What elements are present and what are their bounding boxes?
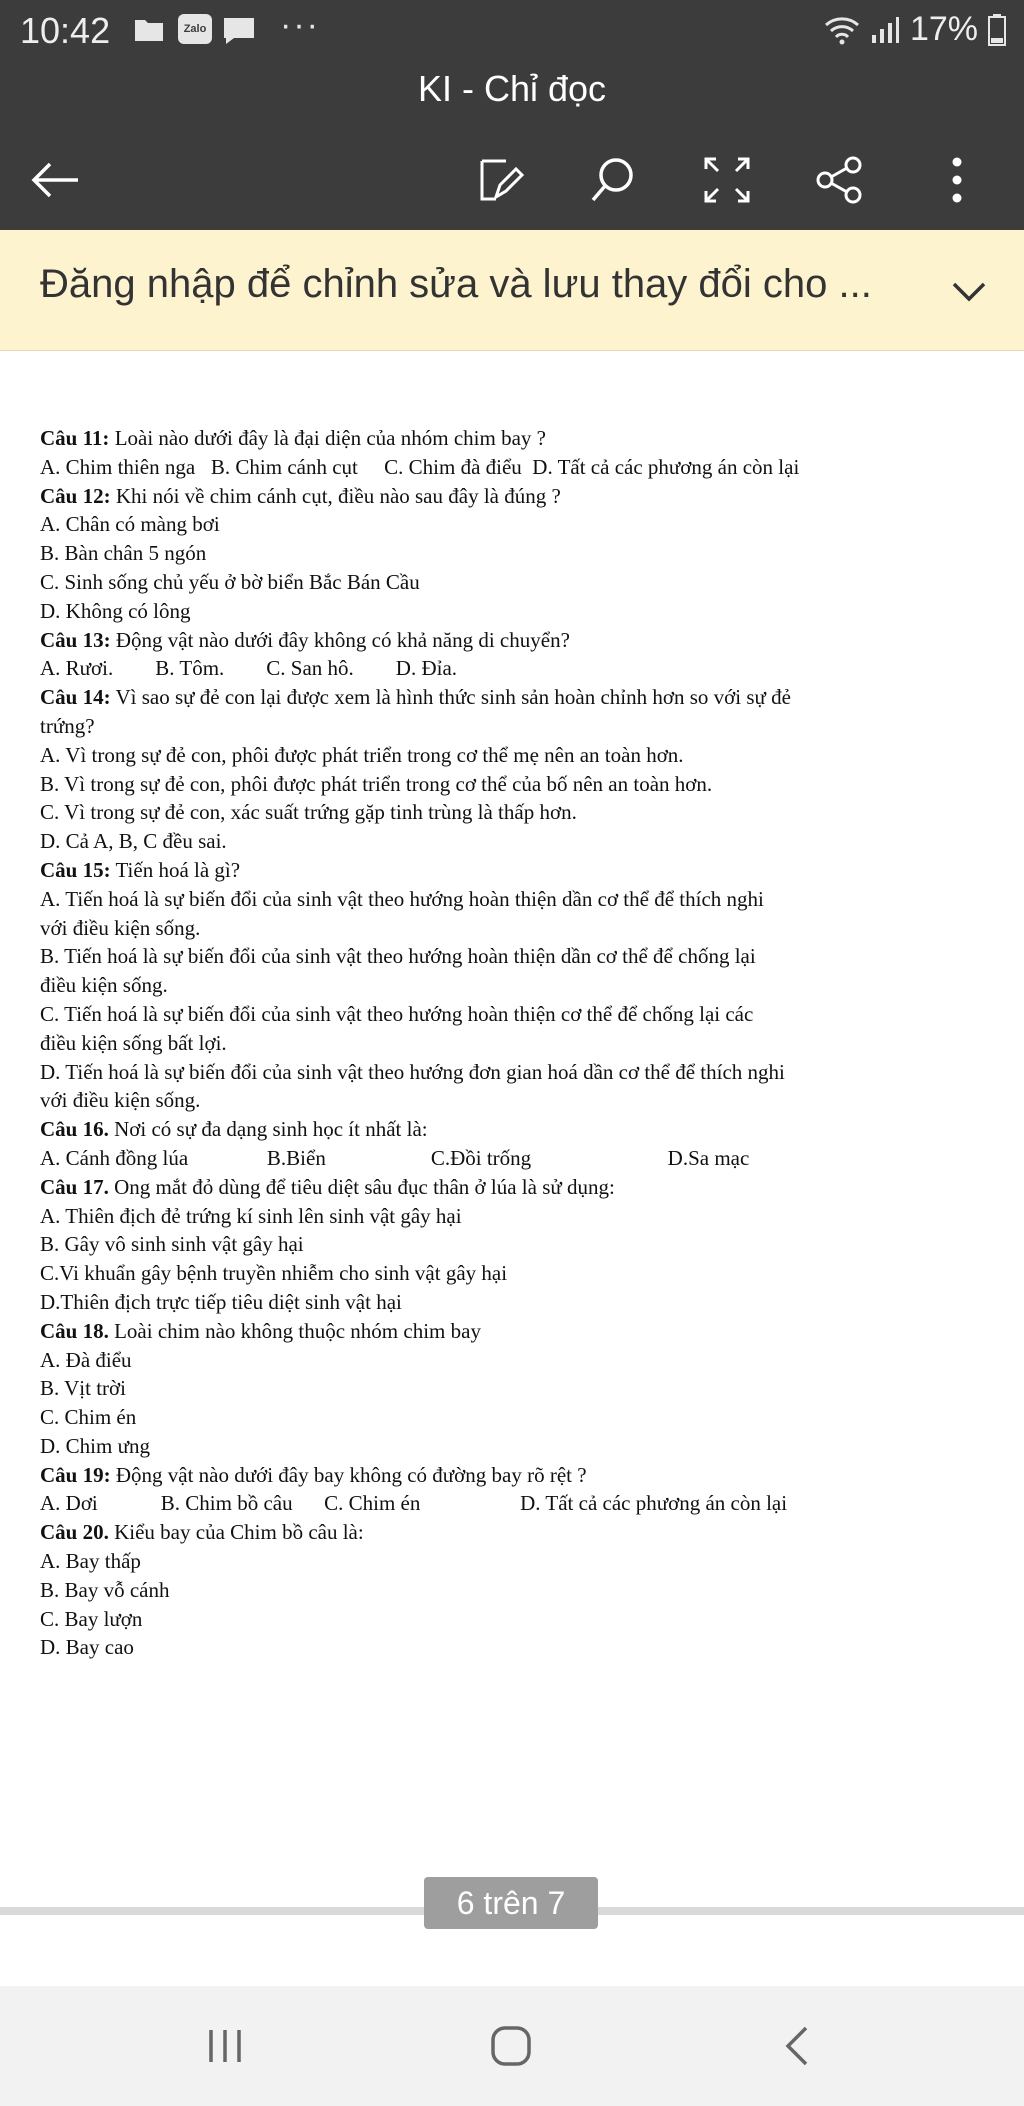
- line-text: B. Tiến hoá là sự biến đổi của sinh vật theo hướng hoàn thiện dần cơ thể để chống lại: [40, 944, 756, 969]
- document-line: [40, 1518, 1000, 1547]
- document-line: [40, 654, 1000, 683]
- back-nav-button[interactable]: [752, 2016, 842, 2076]
- document-line: [40, 1086, 1000, 1115]
- document-line: [40, 1058, 1000, 1087]
- document-line: [40, 1230, 1000, 1259]
- question-number: Câu 11:: [40, 426, 110, 450]
- document-line: [40, 568, 1000, 597]
- line-text: Nơi có sự đa dạng sinh học ít nhất là:: [108, 1117, 428, 1142]
- document-line: [40, 424, 1000, 453]
- fullscreen-icon: [702, 155, 752, 205]
- document-line: [40, 453, 1000, 482]
- question-number: Câu 14:: [40, 685, 111, 710]
- line-text: A. Cánh đồng lúa B.Biển C.Đồi trống D.Sa mạc: [40, 1145, 750, 1170]
- line-text: B. Bàn chân 5 ngón: [40, 541, 207, 566]
- document-line: [40, 1144, 1000, 1173]
- document-line: [40, 1461, 1000, 1490]
- document-line: [40, 914, 1000, 943]
- more-icon: ···: [280, 6, 320, 44]
- line-text: B. Bay vỗ cánh: [40, 1577, 170, 1602]
- line-text: A. Chim thiên nga B. Chim cánh cụt C. Chim đà điểu D. Tất cả các phương án còn lại: [40, 454, 800, 479]
- fullscreen-button[interactable]: [692, 145, 762, 215]
- question-number: Câu 12:: [40, 483, 111, 508]
- back-nav-icon: [782, 2024, 812, 2068]
- line-text: D. Bay cao: [40, 1635, 134, 1660]
- more-options-button[interactable]: [922, 145, 992, 215]
- share-icon: [815, 155, 865, 205]
- question-number: Câu 13:: [40, 627, 111, 652]
- question-number: Câu 15:: [40, 857, 111, 882]
- document-line: [40, 597, 1000, 626]
- wifi-icon: [824, 15, 860, 45]
- document-line: [40, 1346, 1000, 1375]
- line-text: điều kiện sống bất lợi.: [40, 1030, 227, 1055]
- recents-button[interactable]: [180, 2016, 270, 2076]
- document-line: [40, 770, 1000, 799]
- line-text: Loài nào dưới đây là đại diện của nhóm chim bay ?: [109, 426, 546, 450]
- question-number: Câu 16.: [40, 1117, 109, 1142]
- banner-text: Đăng nhập để chỉnh sửa và lưu thay đổi cho ...: [40, 262, 872, 306]
- document-line: [40, 1317, 1000, 1346]
- document-line: [40, 1288, 1000, 1317]
- document-line: [40, 1259, 1000, 1288]
- search-button[interactable]: [578, 145, 648, 215]
- home-icon: [489, 2024, 533, 2068]
- line-text: Vì sao sự đẻ con lại được xem là hình thức sinh sản hoàn chỉnh hơn so với sự đẻ: [110, 685, 791, 710]
- line-text: A. Thiên địch đẻ trứng kí sinh lên sinh vật gây hại: [40, 1203, 462, 1228]
- document-line: [40, 1000, 1000, 1029]
- more-vert-icon: [947, 155, 967, 205]
- signal-icon: [870, 15, 900, 45]
- document-line: [40, 885, 1000, 914]
- line-text: A. Tiến hoá là sự biến đổi của sinh vật theo hướng hoàn thiện dần cơ thể để thích nghi: [40, 886, 764, 911]
- document-line: [40, 1576, 1000, 1605]
- document-line: [40, 741, 1000, 770]
- document-line: [40, 1374, 1000, 1403]
- line-text: A. Chân có màng bơi: [40, 512, 220, 537]
- line-text: C. Sinh sống chủ yếu ở bờ biển Bắc Bán Cầu: [40, 569, 420, 594]
- document-line: [40, 1633, 1000, 1662]
- document-line: [40, 1202, 1000, 1231]
- document-line: [40, 482, 1000, 511]
- line-text: D. Tiến hoá là sự biến đổi của sinh vật theo hướng đơn gian hoá dần cơ thể để thích nghi: [40, 1059, 785, 1084]
- line-text: C. Bay lượn: [40, 1606, 143, 1631]
- document-line: [40, 626, 1000, 655]
- line-text: B. Vì trong sự đẻ con, phôi được phát triển trong cơ thể của bố nên an toàn hơn.: [40, 771, 713, 796]
- question-number: Câu 19:: [40, 1462, 111, 1487]
- line-text: B. Gây vô sinh sinh vật gây hại: [40, 1232, 304, 1257]
- document-line: [40, 1547, 1000, 1576]
- document-line: [40, 1115, 1000, 1144]
- line-text: Ong mắt đỏ dùng để tiêu diệt sâu đục thân ở lúa là sử dụng:: [108, 1174, 615, 1199]
- home-button[interactable]: [466, 2016, 556, 2076]
- recents-icon: [205, 2028, 245, 2064]
- document-page: [40, 424, 1000, 1662]
- chat-icon: [222, 16, 256, 46]
- status-right: [824, 10, 1006, 49]
- line-text: A. Rươi. B. Tôm. C. San hô. D. Đỉa.: [40, 656, 458, 681]
- line-text: C. Chim én: [40, 1405, 137, 1430]
- line-text: Kiểu bay của Chim bồ câu là:: [108, 1520, 364, 1545]
- line-text: D.Thiên địch trực tiếp tiêu diệt sinh vật hại: [40, 1289, 402, 1314]
- status-time: 10:42: [20, 10, 111, 51]
- line-text: B. Vịt trời: [40, 1376, 126, 1401]
- sign-in-banner[interactable]: [0, 230, 1024, 351]
- document-line: [40, 510, 1000, 539]
- folder-icon: [134, 16, 164, 42]
- line-text: C. Tiến hoá là sự biến đổi của sinh vật theo hướng hoàn thiện cơ thể để chống lại các: [40, 1001, 754, 1026]
- question-number: Câu 18.: [40, 1318, 109, 1343]
- document-line: [40, 1432, 1000, 1461]
- battery-percent: 17%: [909, 10, 978, 48]
- document-line: [40, 1489, 1000, 1518]
- document-line: [40, 712, 1000, 741]
- line-text: Tiến hoá là gì?: [110, 857, 241, 882]
- app-bar: [0, 60, 1024, 230]
- line-text: với điều kiện sống.: [40, 1088, 201, 1113]
- line-text: A. Dơi B. Chim bồ câu C. Chim én D. Tất cả các phương án còn lại: [40, 1491, 788, 1516]
- share-button[interactable]: [805, 145, 875, 215]
- document-line: [40, 942, 1000, 971]
- line-text: Loài chim nào không thuộc nhóm chim bay: [108, 1318, 481, 1343]
- line-text: A. Vì trong sự đẻ con, phôi được phát triển trong cơ thể mẹ nên an toàn hơn.: [40, 742, 684, 767]
- page-indicator: 6 trên 7: [424, 1877, 598, 1929]
- line-text: D. Không có lông: [40, 598, 191, 623]
- line-text: Khi nói về chim cánh cụt, điều nào sau đây là đúng ?: [110, 483, 561, 508]
- document-line: [40, 827, 1000, 856]
- question-number: Câu 20.: [40, 1520, 109, 1545]
- line-text: D. Cả A, B, C đều sai.: [40, 829, 227, 854]
- system-nav-bar: [0, 1986, 1024, 2106]
- line-text: A. Bay thấp: [40, 1549, 141, 1574]
- document-line: [40, 1403, 1000, 1432]
- battery-icon: [988, 14, 1006, 46]
- line-text: C.Vi khuẩn gây bệnh truyền nhiễm cho sinh vật gây hại: [40, 1261, 508, 1286]
- line-text: điều kiện sống.: [40, 973, 168, 998]
- search-icon: [588, 155, 638, 205]
- document-line: [40, 971, 1000, 1000]
- edit-button[interactable]: [466, 145, 536, 215]
- back-button[interactable]: [20, 145, 90, 215]
- edit-icon: [476, 155, 526, 205]
- document-line: [40, 1029, 1000, 1058]
- document-line: [40, 798, 1000, 827]
- question-number: Câu 17.: [40, 1174, 109, 1199]
- document-line: [40, 1605, 1000, 1634]
- status-bar: [0, 0, 1024, 60]
- document-line: [40, 856, 1000, 885]
- line-text: Động vật nào dưới đây không có khả năng di chuyển?: [110, 627, 570, 652]
- zalo-icon: Zalo: [178, 14, 212, 44]
- back-icon: [30, 160, 80, 200]
- line-text: với điều kiện sống.: [40, 915, 201, 940]
- document-line: [40, 539, 1000, 568]
- line-text: C. Vì trong sự đẻ con, xác suất trứng gặp tinh trùng là thấp hơn.: [40, 800, 577, 825]
- line-text: trứng?: [40, 713, 95, 738]
- document-title: KI - Chỉ đọc: [417, 68, 607, 109]
- line-text: Động vật nào dưới đây bay không có đường bay rõ rệt ?: [110, 1462, 587, 1487]
- line-text: D. Chim ưng: [40, 1433, 150, 1458]
- document-line: [40, 683, 1000, 712]
- document-line: [40, 1173, 1000, 1202]
- chevron-down-icon[interactable]: [944, 266, 994, 316]
- line-text: A. Đà điểu: [40, 1347, 132, 1372]
